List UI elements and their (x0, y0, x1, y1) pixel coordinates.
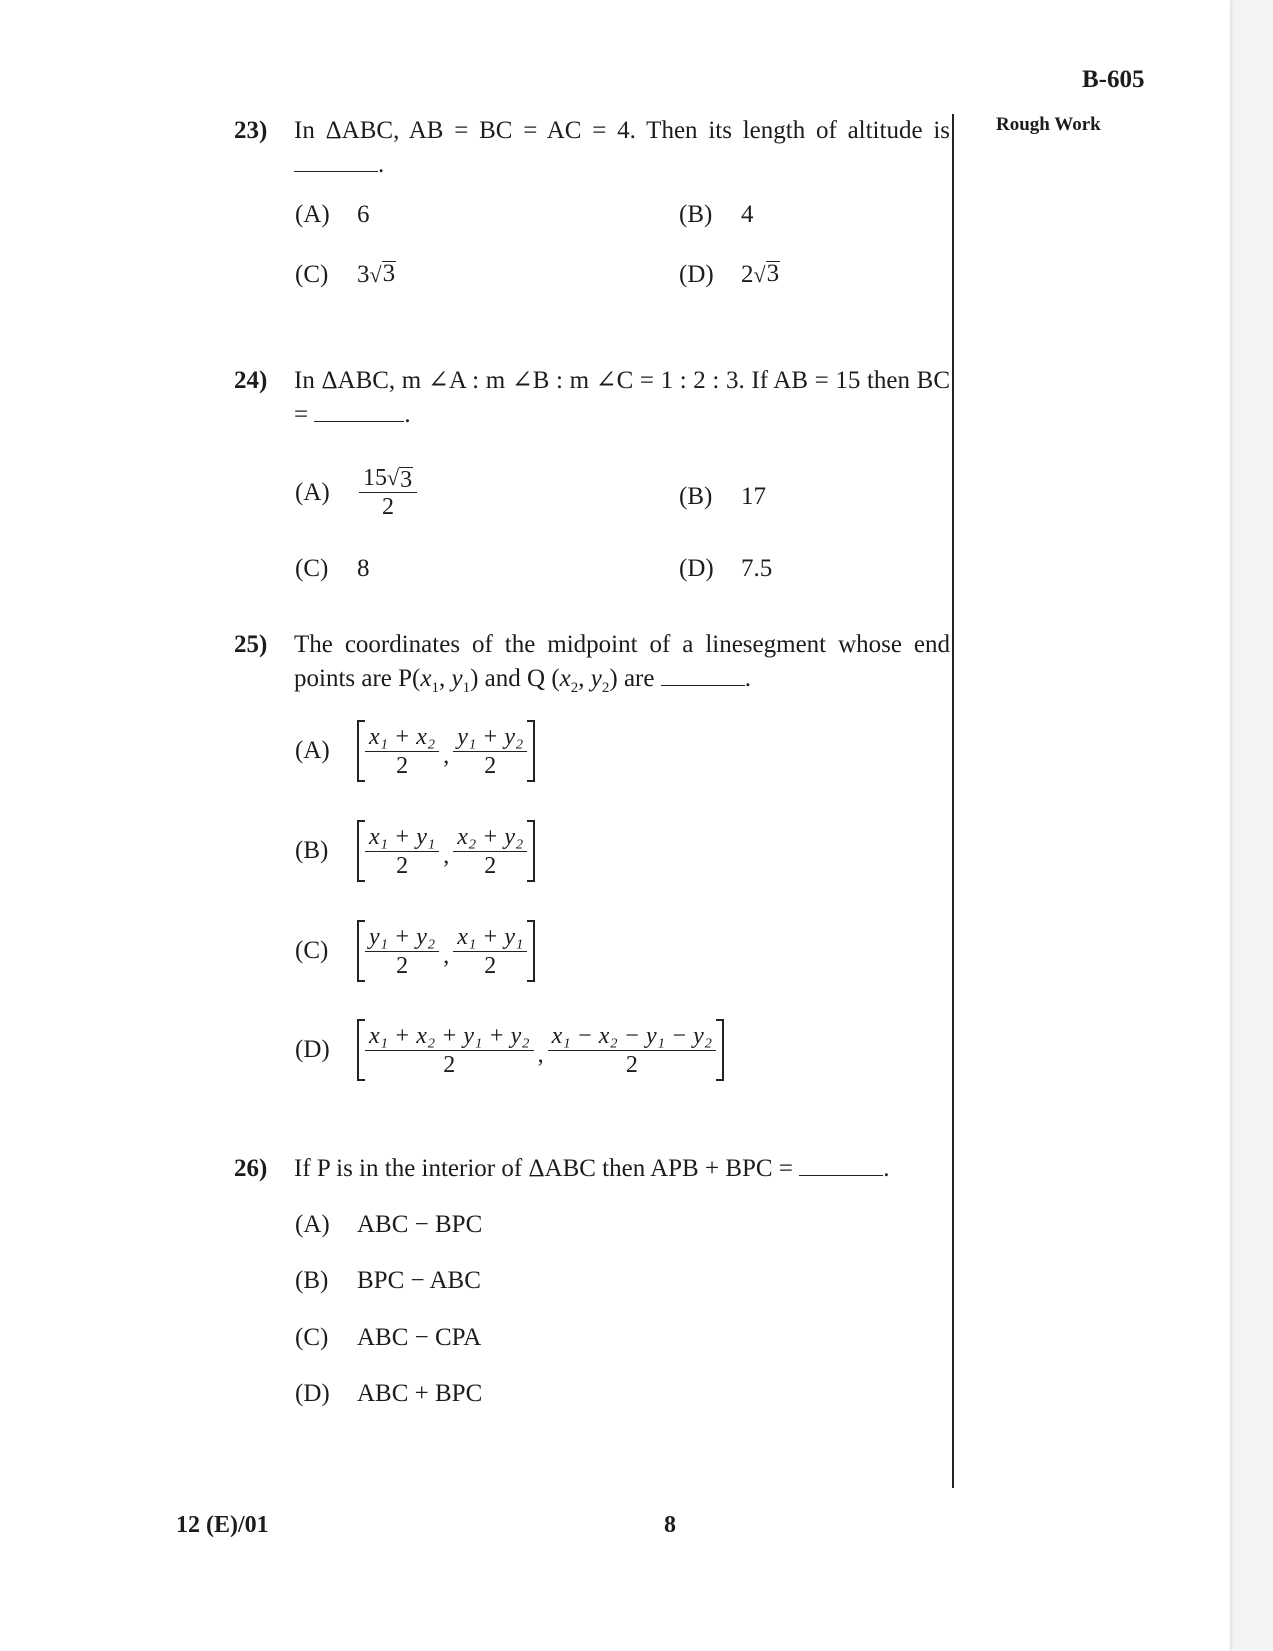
bracketed-pair: $\frac{\text{x₁ + y₁}}{2}$ , $\frac{\text{x₂ + y₂}}{2}$ (357, 820, 535, 882)
option-26-c: (C) ABC − CPA (295, 1324, 482, 1351)
answer-blank (799, 1153, 883, 1176)
question-24 (234, 364, 950, 432)
footer-paper-code: 12 (E)/01 (176, 1512, 269, 1538)
option-24-c: (C) 8 (295, 555, 370, 582)
bracketed-pair: $\frac{\text{x₁ + x₂}}{2}$ , $\frac{\text{y₁ + y₂}}{2}$ (357, 720, 535, 782)
question-number: 23) (234, 117, 268, 144)
question-text: In ΔABC, m ∠A : m ∠B : m ∠C = 1 : 2 : 3. If AB = 15 then BC = . (294, 367, 950, 428)
option-23-b: (B) 4 (679, 201, 754, 228)
rough-work-divider (952, 114, 954, 1488)
rough-work-label: Rough Work (996, 114, 1101, 135)
question-number: 25) (234, 631, 268, 658)
bracketed-pair: $\frac{\text{y₁ + y₂}}{2}$ , $\frac{\text{x₁ + y₁}}{2}$ (357, 920, 535, 982)
option-24-d: (D) 7.5 (679, 555, 773, 582)
question-text: If P is in the interior of ΔABC then APB + BPC = . (294, 1155, 890, 1182)
answer-blank (661, 663, 745, 686)
option-25-d: (D) $\frac{\text{x₁ + x₂ + y₁ + y₂}}{2}$ , $\frac{\text{x₁ − x₂ − y₁ − y₂}}{2}$ (295, 1019, 724, 1081)
answer-blank (294, 149, 378, 172)
question-text: In ΔABC, AB = BC = AC = 4. Then its length of altitude is . (294, 117, 950, 178)
option-25-c: (C) $\frac{\text{y₁ + y₂}}{2}$ , $\frac{\text{x₁ + y₁}}{2}$ (295, 920, 535, 982)
paper-code-header: B-605 (1082, 66, 1145, 93)
option-24-a: (A) 15 √ 3 2 (295, 464, 419, 521)
question-26 (234, 1152, 950, 1186)
option-25-a: (A) $\frac{\text{x₁ + x₂}}{2}$ , $\frac{\text{y₁ + y₂}}{2}$ (295, 720, 535, 782)
question-25 (234, 628, 950, 705)
option-25-b: (B) $\frac{\text{x₁ + y₁}}{2}$ , $\frac{\text{x₂ + y₂}}{2}$ (295, 820, 535, 882)
option-26-a: (A) ABC − BPC (295, 1211, 483, 1238)
option-23-d: (D) 2 √ 3 (679, 258, 780, 292)
option-23-c: (C) 3 √ 3 (295, 258, 396, 292)
fraction: 15 √ 3 2 (359, 464, 417, 521)
square-root: √ 3 (369, 260, 396, 287)
question-23 (234, 114, 950, 182)
page-number: 8 (664, 1512, 676, 1538)
square-root: √ 3 (753, 260, 780, 287)
option-24-b: (B) 17 (679, 483, 766, 510)
question-text: The coordinates of the midpoint of a linesegment whose end points are $P(x_1$, $y_1$) and Q ($x_2$, $y_2$) are . (294, 631, 950, 696)
option-26-b: (B) BPC − ABC (295, 1267, 481, 1294)
option-23-a: (A) 6 (295, 201, 370, 228)
bracketed-pair: $\frac{\text{x₁ + x₂ + y₁ + y₂}}{2}$ , $\frac{\text{x₁ − x₂ − y₁ − y₂}}{2}$ (357, 1019, 724, 1081)
answer-blank (314, 399, 404, 422)
square-root: √ 3 (387, 465, 413, 493)
option-26-d: (D) ABC + BPC (295, 1380, 483, 1407)
question-number: 24) (234, 367, 268, 394)
question-number: 26) (234, 1155, 268, 1182)
